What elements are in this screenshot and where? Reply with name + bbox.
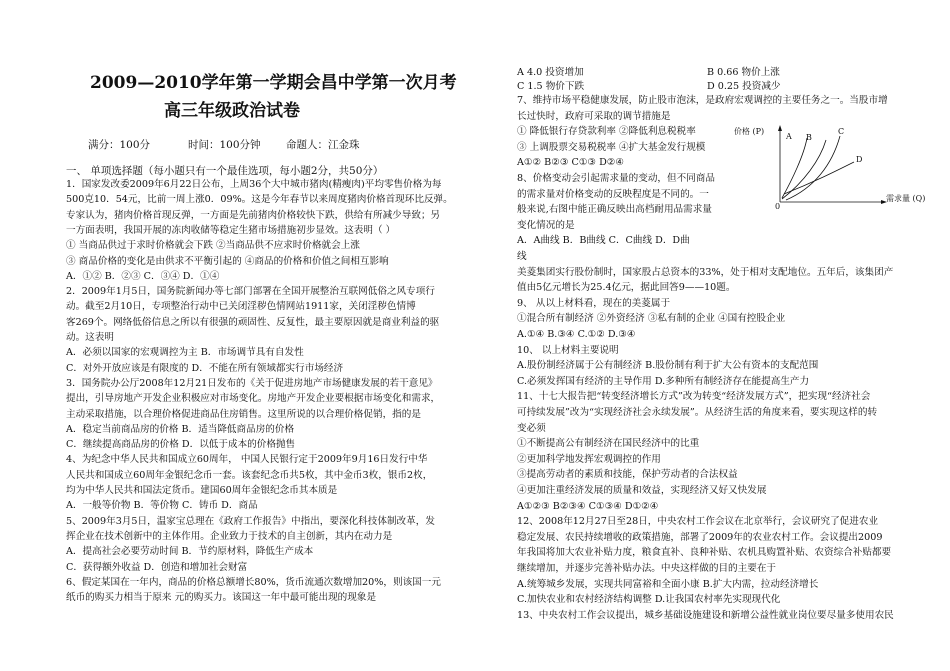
right-text-line: ③ 上调股票交易税税率 ④扩大基金发行规模 (517, 141, 706, 153)
right-text-line: A①② B②③ C①③ D②④ (517, 157, 624, 169)
exam-subtitle: 高三年级政治试卷 (164, 101, 300, 121)
left-text-line: 人民共和国成立60周年金银纪念币一套。该套纪念币共5枚，其中金币3枚，银币2枚， (66, 469, 433, 481)
right-text-line: 8、价格变动会引起需求量的变动，但不同商品 (517, 173, 715, 184)
author-info: 命题人：江金珠 (286, 139, 360, 151)
right-text-line: A.①④ B.③④ C.①② D.③④ (517, 329, 636, 340)
left-text-line: 均为中华人民共和国法定货币。建国60周年金银纪念币其本质是 (66, 485, 338, 496)
left-text-line: A．①② B．②③ C．③④ D．①④ (66, 270, 220, 282)
right-text-line: ① 降低银行存贷款利率 ②降低利息税税率 (517, 126, 696, 138)
time-info: 时间：100分钟 (188, 139, 261, 151)
left-text-line: ③ 商品价格的变化是由供求不平衡引起的 ④商品的价格和价值之间相互影响 (66, 255, 389, 267)
left-text-line: 一方面表明，我国开展的冻肉收储等稳定生猪市场措施初步显效。这表明（ ） (66, 224, 396, 236)
q6-option-b: B 0.66 物价上涨 (707, 67, 780, 78)
left-text-line: 专家认为，猪肉价格首现反弹，一方面是先前猪肉价格较快下跌，供给有所减少导致；另 (66, 209, 441, 221)
left-text-line: A．一般等价物 B．等价物 C．铸币 D．商品 (66, 500, 258, 512)
left-text-line: 2．2009年1月5日，国务院新闻办等七部门部署在全国开展整治互联网低俗之风专项行 (66, 286, 435, 298)
right-text-line: ②更加科学地发挥宏观调控的作用 (517, 453, 661, 465)
y-axis-arrow (778, 125, 782, 131)
left-text-line: 提出，引导房地产开发企业积极应对市场变化。房地产开发企业要根据市场变化和需求， (66, 393, 441, 405)
right-text-line: 7、维持市场平稳健康发展，防止股市泡沫，是政府宏观调控的主要任务之一。当股市增 (517, 95, 888, 106)
x-axis-label: 需求量 (Q) (886, 194, 926, 203)
left-text-line: A．稳定当前商品房的价格 B．适当降低商品房的价格 (66, 423, 295, 435)
right-text-line: ①混合所有制经济 ②外资经济 ③私有制的企业 ④国有控股企业 (517, 313, 786, 325)
left-text-line: C．对外开放应该是有限度的 D．不能在所有领域都实行市场经济 (66, 362, 344, 374)
q6-option-c: C 1.5 物价下跌 (517, 81, 585, 92)
right-text-line: 般来说,右图中能正确反映出高档耐用品需求量 (517, 204, 712, 216)
right-text-line: 线 (517, 251, 527, 262)
right-text-line: A.统筹城乡发展，实现共同富裕和全面小康 B.扩大内需，拉动经济增长 (517, 578, 819, 590)
curve-b-label: B (806, 133, 812, 142)
right-text-line: 的需求量对价格变动的反映程度是不同的。一 (517, 188, 709, 200)
left-text-line: 4、为纪念中华人民共和国成立60周年， 中国人民银行定于2009年9月16日发行中华 (66, 454, 428, 466)
left-text-line: 客269个。网络低俗信息之所以有很强的顽固性、反复性，最主要原因就是商业利益的驱 (66, 316, 440, 328)
right-text-line: 变化情况的是 (517, 219, 575, 231)
right-text-line: ③提高劳动者的素质和技能，保护劳动者的合法权益 (517, 469, 738, 481)
right-text-line: A①②③ B②③④ C①③④ D①②④ (517, 500, 659, 512)
curve-a-label: A (786, 132, 792, 141)
q6-option-a: A 4.0 投资增加 (517, 67, 584, 78)
left-text-line: ① 当商品供过于求时价格就会下跌 ②当商品供不应求时价格就会上涨 (66, 240, 360, 252)
q6-option-d: D 0.25 投资减少 (707, 81, 781, 92)
right-text-line: 年我国将加大农业补贴力度，粮食直补、良种补贴、农机具购置补贴、农资综合补贴都要 (517, 547, 892, 559)
left-text-line: 纸币的购买力相当于原来 元的购买力。该国这一年中最可能出现的现象是 (66, 592, 377, 604)
right-text-line: 稳定发展、农民持续增收的政策措施，部署了2009年的农业农村工作。会议提出2009 (517, 531, 883, 543)
right-text-line: 变必须 (517, 422, 546, 434)
left-text-line: C．获得额外收益 D．创造和增加社会财富 (66, 561, 248, 573)
left-text-line: 1．国家发改委2009年6月22日公布，上周36个大中城市猪肉(精瘦肉)平均零售价格为每 (66, 179, 442, 190)
right-text-line: 11、十七大报告把“转变经济增长方式”改为转变“经济发展方式”，把实现“经济社会 (517, 391, 871, 403)
curve-a (782, 138, 807, 198)
left-text-line: 500克10．54元，比前一周上涨0．09%。这是今年春节以来周度猪肉价格首现环比反弹。 (66, 194, 453, 206)
right-text-line: 继续增加，并逐步完善补贴办法。中央这样做的目的主要在于 (517, 563, 777, 574)
origin-label: 0 (775, 202, 781, 211)
right-text-line: C.必须发挥国有经济的主导作用 D.多种所有制经济存在能提高生产力 (517, 375, 810, 387)
right-text-line: ①不断提高公有制经济在国民经济中的比重 (517, 438, 700, 450)
right-text-line: ④更加注重经济发展的质量和效益，实现经济又好又快发展 (517, 485, 767, 496)
exam-title: 2009—2010学年第一学期会昌中学第一次月考 (90, 73, 457, 93)
left-text-line: 动。截至2月10日，专项整治行动中已关闭淫秽色情网站1911家，关闭淫秽色情博 (66, 301, 416, 313)
left-text-line: 6、假定某国在一年内，商品的价格总额增长80%，货币流通次数增加20%，则该国一元 (66, 576, 441, 588)
right-text-line: 12、2008年12月27日至28日，中央农村工作会议在北京举行，会议研究了促进农业 (517, 516, 879, 528)
curve-c (786, 136, 840, 200)
right-text-line: A.股份制经济属于公有制经济 B.股份制有利于扩大公有资本的支配范围 (517, 360, 819, 372)
left-text-line: 主动采取措施，以合理价格促进商品住房销售。这里所说的以合理价格促销，指的是 (66, 408, 421, 420)
right-text-line: 10、 以上材料主要说明 (517, 344, 619, 356)
curve-d (784, 162, 854, 194)
right-text-line: 13、中央农村工作会议提出，城乡基础设施建设和新增公益性就业岗位要尽量多使用农民 (517, 609, 894, 621)
demand-curve-figure (734, 120, 934, 215)
right-text-line: A．A曲线 B．B曲线 C．C曲线 D．D曲 (517, 235, 690, 247)
left-text-line: 3．国务院办公厅2008年12月21日发布的《关于促进房地产市场健康发展的若干意见》 (66, 377, 438, 389)
right-text-line: 美菱集团实行股份制时，国家股占总资本的33%，处于相对支配地位。五年后，该集团产 (517, 266, 894, 278)
curve-c-label: C (838, 127, 845, 136)
left-text-line: A．必须以国家的宏观调控为主 B．市场调节具有自发性 (66, 347, 304, 359)
left-text-line: 5、2009年3月5日，温家宝总理在《政府工作报告》中指出，要深化科技体制改革，发 (66, 515, 435, 527)
right-text-line: C.加快农业和农村经济结构调整 D.让我国农村率先实现现代化 (517, 594, 781, 606)
left-text-line: 动。这表明 (66, 332, 114, 343)
left-text-line: C．继续提高商品房的价格 D．以低于成本的价格抛售 (66, 439, 296, 451)
right-text-line: 长过快时，政府可采取的调节措施是 (517, 110, 671, 122)
right-text-line: 9、 从以上材料看，现在的美菱属于 (517, 297, 671, 309)
left-text-line: A．提高社会必要劳动时间 B．节约原材料，降低生产成本 (66, 546, 314, 558)
right-text-line: 值由5亿元增长为25.4亿元，据此回答9——10题。 (517, 282, 736, 294)
left-text-line: 挥企业在技术创新中的主体作用。企业致力于技术的自主创新，其内在动力是 (66, 530, 393, 542)
right-text-line: 可持续发展”改为“实现经济社会永续发展”。从经济生活的角度来看，要实现这样的转 (517, 407, 878, 418)
y-axis-label: 价格 (P) (734, 127, 765, 136)
score-info: 满分：100分 (88, 139, 151, 151)
section-heading: 一、 单项选择题（每小题只有一个最佳选项，每小题2分，共50分） (66, 165, 384, 177)
curve-d-label: D (856, 155, 863, 164)
